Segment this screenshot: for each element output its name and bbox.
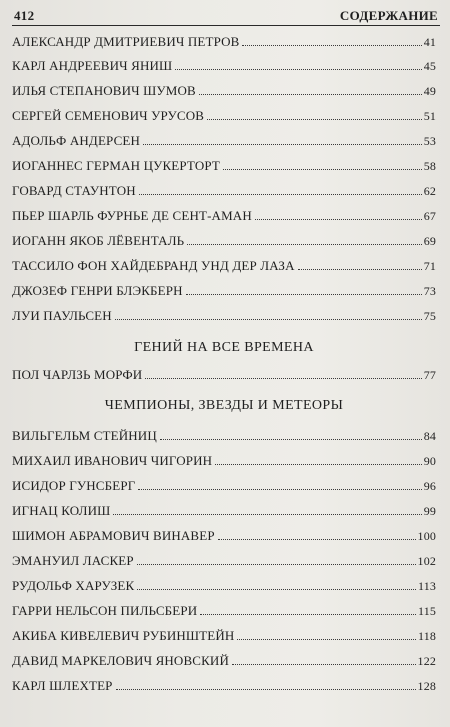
toc-entry[interactable]: [12, 649, 436, 669]
entry-page: 128: [417, 679, 436, 693]
toc-entry[interactable]: [12, 363, 436, 383]
toc-entry[interactable]: [12, 279, 436, 299]
toc-entry[interactable]: [12, 254, 436, 274]
dot-leader: [200, 614, 416, 615]
entry-name: ДЖОЗЕФ ГЕНРИ БЛЭКБЕРН: [12, 283, 183, 298]
dot-leader: [116, 689, 416, 690]
dot-leader: [143, 144, 422, 145]
entry-name: ПОЛ ЧАРЛЗЬ МОРФИ: [12, 367, 143, 382]
entry-page: 115: [417, 604, 436, 618]
running-title: СОДЕРЖАНИЕ: [339, 8, 438, 23]
entry-page: 45: [423, 59, 436, 73]
entry-page: 51: [423, 109, 436, 123]
entry-page: 96: [423, 479, 436, 493]
entry-name: ГОВАРД СТАУНТОН: [12, 183, 136, 198]
toc-entry[interactable]: [12, 599, 436, 619]
entry-name: АЛЕКСАНДР ДМИТРИЕВИЧ ПЕТРОВ: [12, 34, 240, 49]
dot-leader: [137, 564, 416, 565]
toc-entry[interactable]: [12, 674, 436, 694]
entry-page: 53: [423, 134, 436, 148]
entry-page: 69: [423, 234, 436, 248]
entry-name: АДОЛЬФ АНДЕРСЕН: [12, 133, 141, 148]
entry-name: ИЛЬЯ СТЕПАНОВИЧ ШУМОВ: [12, 83, 196, 98]
entry-name: КАРЛ АНДРЕЕВИЧ ЯНИШ: [12, 58, 173, 73]
dot-leader: [199, 94, 422, 95]
entry-name: ШИМОН АБРАМОВИЧ ВИНАВЕР: [12, 528, 215, 543]
entry-name: РУДОЛЬФ ХАРУЗЕК: [12, 578, 135, 593]
dot-leader: [255, 219, 422, 220]
entry-name: ИСИДОР ГУНСБЕРГ: [12, 478, 136, 493]
toc-entry[interactable]: [12, 79, 436, 99]
dot-leader: [237, 639, 416, 640]
entry-page: 84: [423, 429, 436, 443]
dot-leader: [138, 489, 421, 490]
entry-name: ПЬЕР ШАРЛЬ ФУРНЬЕ ДЕ СЕНТ-АМАН: [12, 208, 252, 223]
entry-page: 77: [423, 368, 436, 382]
dot-leader: [187, 244, 421, 245]
entry-name: СЕРГЕЙ СЕМЕНОВИЧ УРУСОВ: [12, 108, 205, 123]
toc-entry[interactable]: [12, 549, 436, 569]
dot-leader: [113, 514, 421, 515]
dot-leader: [218, 539, 416, 540]
toc-entry[interactable]: [12, 449, 436, 469]
section-heading: ГЕНИЙ НА ВСЕ ВРЕМЕНА: [134, 340, 314, 355]
toc-entry[interactable]: [12, 154, 436, 174]
entry-name: ИОГАНН ЯКОБ ЛЁВЕНТАЛЬ: [12, 233, 185, 248]
dot-leader: [137, 589, 416, 590]
entry-page: 73: [423, 284, 436, 298]
entry-page: 49: [423, 84, 436, 98]
toc-entry[interactable]: [12, 499, 436, 519]
toc-entry[interactable]: [12, 104, 436, 124]
toc-entry[interactable]: [12, 304, 436, 324]
toc-entry[interactable]: [12, 229, 436, 249]
header-rule: [12, 25, 440, 26]
entry-page: 118: [417, 629, 436, 643]
toc-entry[interactable]: [12, 574, 436, 594]
dot-leader: [232, 664, 416, 665]
entry-page: 75: [423, 309, 436, 323]
entry-name: КАРЛ ШЛЕХТЕР: [12, 678, 113, 693]
entry-page: 41: [423, 35, 436, 49]
dot-leader: [145, 378, 421, 379]
dot-leader: [186, 294, 422, 295]
page-number: 412: [14, 8, 35, 23]
toc-entry[interactable]: [12, 624, 436, 644]
toc-entry[interactable]: [12, 30, 436, 50]
entry-page: 90: [423, 454, 436, 468]
toc-entry[interactable]: [12, 474, 436, 494]
dot-leader: [207, 119, 422, 120]
toc-entry[interactable]: [12, 424, 436, 444]
dot-leader: [115, 319, 422, 320]
entry-name: АКИБА КИВЕЛЕВИЧ РУБИНШТЕЙН: [12, 628, 235, 643]
entry-name: ЭМАНУИЛ ЛАСКЕР: [12, 553, 134, 568]
entry-name: ВИЛЬГЕЛЬМ СТЕЙНИЦ: [12, 428, 157, 443]
entry-name: ИГНАЦ КОЛИШ: [12, 503, 111, 518]
dot-leader: [215, 464, 421, 465]
dot-leader: [242, 45, 421, 46]
entry-name: ЛУИ ПАУЛЬСЕН: [12, 308, 112, 323]
dot-leader: [223, 169, 422, 170]
dot-leader: [298, 269, 422, 270]
dot-leader: [139, 194, 422, 195]
entry-name: ГАРРИ НЕЛЬСОН ПИЛЬСБЕРИ: [12, 603, 198, 618]
toc-entry[interactable]: [12, 524, 436, 544]
entry-name: ИОГАННЕС ГЕРМАН ЦУКЕРТОРТ: [12, 158, 221, 173]
entry-page: 62: [423, 184, 436, 198]
dot-leader: [160, 439, 422, 440]
page-header: [14, 4, 438, 24]
entry-page: 71: [423, 259, 436, 273]
toc-entry[interactable]: [12, 179, 436, 199]
entry-page: 58: [423, 159, 436, 173]
entry-name: ТАССИЛО ФОН ХАЙДЕБРАНД УНД ДЕР ЛАЗА: [12, 258, 295, 273]
entry-page: 102: [417, 554, 436, 568]
dot-leader: [175, 69, 421, 70]
toc-entry[interactable]: [12, 129, 436, 149]
entry-page: 67: [423, 209, 436, 223]
entry-page: 100: [417, 529, 436, 543]
entry-page: 99: [423, 504, 436, 518]
entry-name: ДАВИД МАРКЕЛОВИЧ ЯНОВСКИЙ: [12, 653, 229, 668]
entry-page: 113: [417, 579, 436, 593]
toc-entry[interactable]: [12, 54, 436, 74]
toc-entry[interactable]: [12, 204, 436, 224]
entry-name: МИХАИЛ ИВАНОВИЧ ЧИГОРИН: [12, 453, 213, 468]
entry-page: 122: [417, 654, 436, 668]
section-heading: ЧЕМПИОНЫ, ЗВЕЗДЫ И МЕТЕОРЫ: [104, 398, 344, 413]
